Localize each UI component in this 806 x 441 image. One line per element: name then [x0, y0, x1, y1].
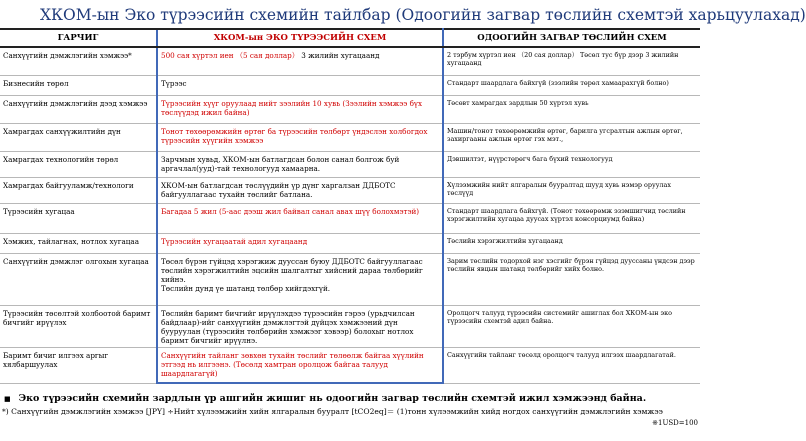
- row-label: Хамрагдах санхүүжилтийн дүн: [0, 123, 157, 151]
- row-label: Санхүүгийн дэмжлэгийн хэмжээ*: [0, 47, 157, 75]
- current-model-cell: Дэвшилтэт, нүүрстөрөгч бага бүхий технологууд: [443, 151, 700, 177]
- footer-notes: [0, 393, 700, 427]
- footer-note-formula: *) Санхүүгийн дэмжлэгийн хэмжээ [JPY] ÷Нийт хүлээмжийн хийн ялгаралын бууралт [tCO2eq]＝ (1)тонн хүлээмжийн хийд ногдох санхүүгийн дэмжлэгийн хэмжээ: [2, 407, 663, 416]
- row-label: Хамрагдах байгууламж/технологи: [0, 177, 157, 203]
- table-row: [0, 253, 700, 305]
- current-model-cell: 2 тэрбум хүртэл иен （20 сая доллар） Төсөл тус бүр дээр 3 жилийн хугацаанд: [443, 47, 700, 75]
- table-row: [0, 203, 700, 233]
- header-item: ГАРЧИГ: [0, 29, 157, 47]
- current-model-cell: Стандарт шаардлага байхгүй. (Тонот төхөөрөмж эзэмшигчид төслийн хэрэгжилтийн хугацаа дуусах хүртэл консорциумд байна): [443, 203, 700, 233]
- eco-lease-cell-highlight: 500 сая хүртэл иен （5 сая доллар）: [161, 51, 299, 60]
- eco-lease-cell: Түрээсийн хугацаатай адил хугацаанд: [157, 233, 443, 253]
- eco-lease-cell: Төслийн баримт бичгийг ирүүлэхдээ түрээсийн гэрээ (урьдчилсан байдлаар)-ийг санхүүгийн дэмжлэгтэй дүйцэх хэмжээний дүн бууруулан (түрээсийн төлбөрийн хэмжээг хэвээр) болохыг нотлох баримт бичгийг ирүүлнэ.: [157, 305, 443, 347]
- eco-lease-cell: ХКОМ-ын батлагдсан төслүүдийн үр дүнг харгалзан ДДБОТС байгууллагаас тухайн төслийг батлана.: [157, 177, 443, 203]
- eco-lease-cell: Түрээс: [157, 75, 443, 95]
- row-label: Бизнесийн төрөл: [0, 75, 157, 95]
- current-model-cell: Зарим төслийн тодорхой нэг хэсгийг бүрэн гүйцэд дууссаны үндсэн дээр төслийн явцын шатанд төлбөрийг хийх болно.: [443, 253, 700, 305]
- footer-note-main: [0, 393, 700, 404]
- current-model-cell: Машин/тонот төхөөрөмжийн өртөг, барилга угсралтын ажлын өртөг, захиргааны ажлын өртөг гэх мэт.,: [443, 123, 700, 151]
- table-row: [0, 75, 700, 95]
- eco-lease-cell: Санхүүгийн тайланг зөвхөн тухайн төслийг төлөөлж байгаа хүүлийн этгээд нь илгээнэ. (Төсөлд хамтран оролцож байгаа талууд шаардлагагүй): [157, 347, 443, 383]
- eco-lease-cell: [157, 47, 443, 75]
- eco-lease-cell: Төсөл бүрэн гүйцэд хэрэгжиж дууссан буюу ДДБОТС байгууллагаас төслийн хэрэгжилтийн эцсийн шалгалтыг хийсний дараа төлбөрийг хийнэ. Төслийн дунд үе шатанд төлбөр хийгдэхгүй.: [157, 253, 443, 305]
- bullet-icon: ■: [4, 394, 11, 403]
- table-row: [0, 177, 700, 203]
- table-header-row: [0, 29, 700, 47]
- current-model-cell: Төсөвт хамрагдах зардлын 50 хүртэл хувь: [443, 95, 700, 123]
- eco-lease-cell: Түрээсийн хүүг оруулаад нийт зээлийн 10 хувь (Зээлийн хэмжээ бүх төслүүдэд ижил байна): [157, 95, 443, 123]
- current-model-cell: Хүлээмжийн нийт ялгаралын бууралтад шууд хувь нэмэр оруулах төслүүд: [443, 177, 700, 203]
- current-model-cell: Стандарт шаардлага байхгүй (зээлийн төрөл хамаарахгүй болно): [443, 75, 700, 95]
- current-model-cell: Төслийн хэрэгжилтийн хугацаанд: [443, 233, 700, 253]
- header-current-model: ОДООГИЙН ЗАГВАР ТӨСЛИЙН СХЕМ: [443, 29, 700, 47]
- table-row: [0, 95, 700, 123]
- table-row: [0, 305, 700, 347]
- row-label: Хамрагдах технологийн төрөл: [0, 151, 157, 177]
- table-row: [0, 347, 700, 383]
- eco-lease-cell: Багадаа 5 жил (5-аас дээш жил байвал санал авах шүү болохмэтэй): [157, 203, 443, 233]
- row-label: Түрээсийн төсөлтэй холбоотой баримт бичгийг ирүүлэх: [0, 305, 157, 347]
- table-row: [0, 151, 700, 177]
- eco-lease-cell-rest: 3 жилийн хугацаанд: [298, 51, 380, 60]
- footer-exchange-rate: ※1USD=100: [652, 419, 698, 427]
- eco-lease-cell: Тонот төхөөрөмжийн өртөг ба түрээсийн төлбөрт үндэслэн холбогдох түрээсийн хүүгийн хэмжээ: [157, 123, 443, 151]
- row-label: Санхүүгийн дэмжлэг олгохын хугацаа: [0, 253, 157, 305]
- current-model-cell: Санхүүгийн тайланг төсөлд оролцогч талууд илгээх шаардлагатай.: [443, 347, 700, 383]
- row-label: Түрээсийн хугацаа: [0, 203, 157, 233]
- page-title: ХКОМ-ын Эко түрээсийн схемийн тайлбар (Одоогийн загвар төслийн схемтэй харьцуулахад): [40, 6, 806, 24]
- table-row: [0, 123, 700, 151]
- table-row: [0, 47, 700, 75]
- header-eco-lease: ХКОМ-ын ЭКО ТҮРЭЭСИЙН СХЕМ: [157, 29, 443, 47]
- row-label: Баримт бичиг илгээх аргыг хялбаршуулах: [0, 347, 157, 383]
- eco-lease-cell: Зарчмын хувьд, ХКОМ-ын батлагдсан болон санал болгож буй аргачлал(ууд)-тай технологууд хамаарна.: [157, 151, 443, 177]
- footer-note-main-text: Эко түрээсийн схемийн зардлын үр ашгийн жишиг нь одоогийн загвар төслийн схемтэй ижил хэмжээнд байна.: [18, 393, 647, 404]
- comparison-table: [0, 28, 700, 384]
- table-row: [0, 233, 700, 253]
- row-label: Хэмжих, тайлагнах, нотлох хугацаа: [0, 233, 157, 253]
- current-model-cell: Оролцогч талууд түрээсийн системийг ашиглах бол ХКОМ-ын эко түрээсийн схемтэй адил байна.: [443, 305, 700, 347]
- row-label: Санхүүгийн дэмжлэгийн дээд хэмжээ: [0, 95, 157, 123]
